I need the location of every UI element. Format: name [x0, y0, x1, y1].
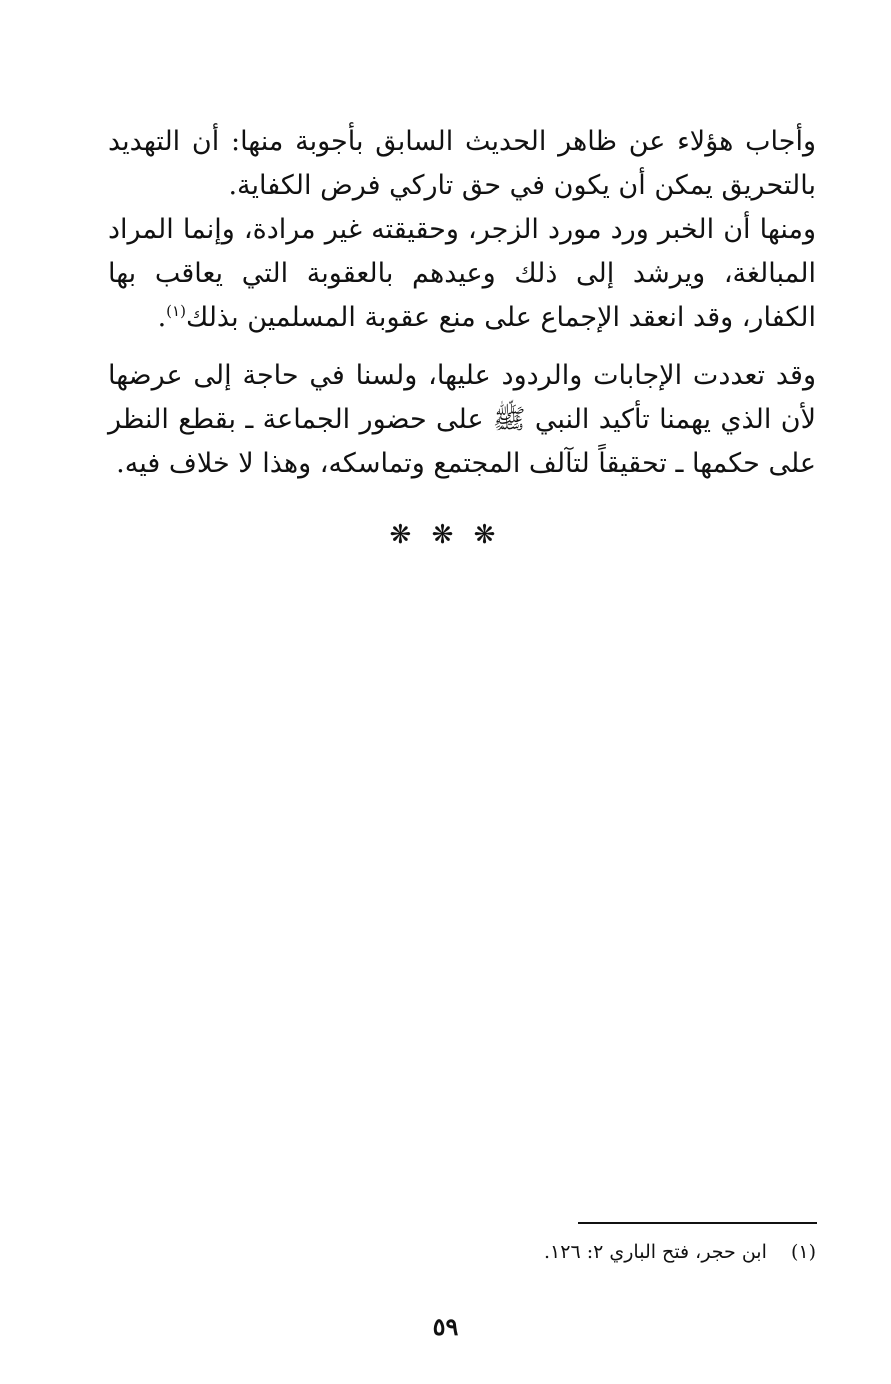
page-number: ٥٩: [432, 1312, 459, 1341]
footnote-reference: (١): [166, 302, 186, 320]
section-separator: ❋ ❋ ❋: [389, 520, 502, 550]
paragraph-2-text: ومنها أن الخبر ورد مورد الزجر، وحقيقته غير مرادة، وإنما المراد المبالغة، ويرشد إلى ذلك وعيدهم بالعقوبة التي يعاقب بها الكفار، وقد انعقد الإجماع على منع عقوبة المسلمين بذلك: [108, 214, 816, 333]
footnote-divider-line: [578, 1222, 817, 1224]
paragraph-1: وأجاب هؤلاء عن ظاهر الحديث السابق بأجوبة منها: أن التهديد بالتحريق يمكن أن يكون في حق تاركي فرض الكفاية.: [108, 126, 816, 201]
footnote-text: ابن حجر، فتح الباري ٢: ١٢٦.: [544, 1241, 767, 1263]
footnote-number: (١): [790, 1241, 816, 1263]
paragraph-2: [108, 208, 816, 340]
paragraph-3: وقد تعددت الإجابات والردود عليها، ولسنا في حاجة إلى عرضها لأن الذي يهمنا تأكيد النبي ﷺ على حضور الجماعة ـ بقطع النظر على حكمها ـ تحقيقاً لتآلف المجتمع وتماسكه، وهذا لا خلاف فيه.: [108, 360, 816, 479]
footnote: [430, 1238, 816, 1266]
paragraph-2-period: .: [157, 302, 167, 333]
